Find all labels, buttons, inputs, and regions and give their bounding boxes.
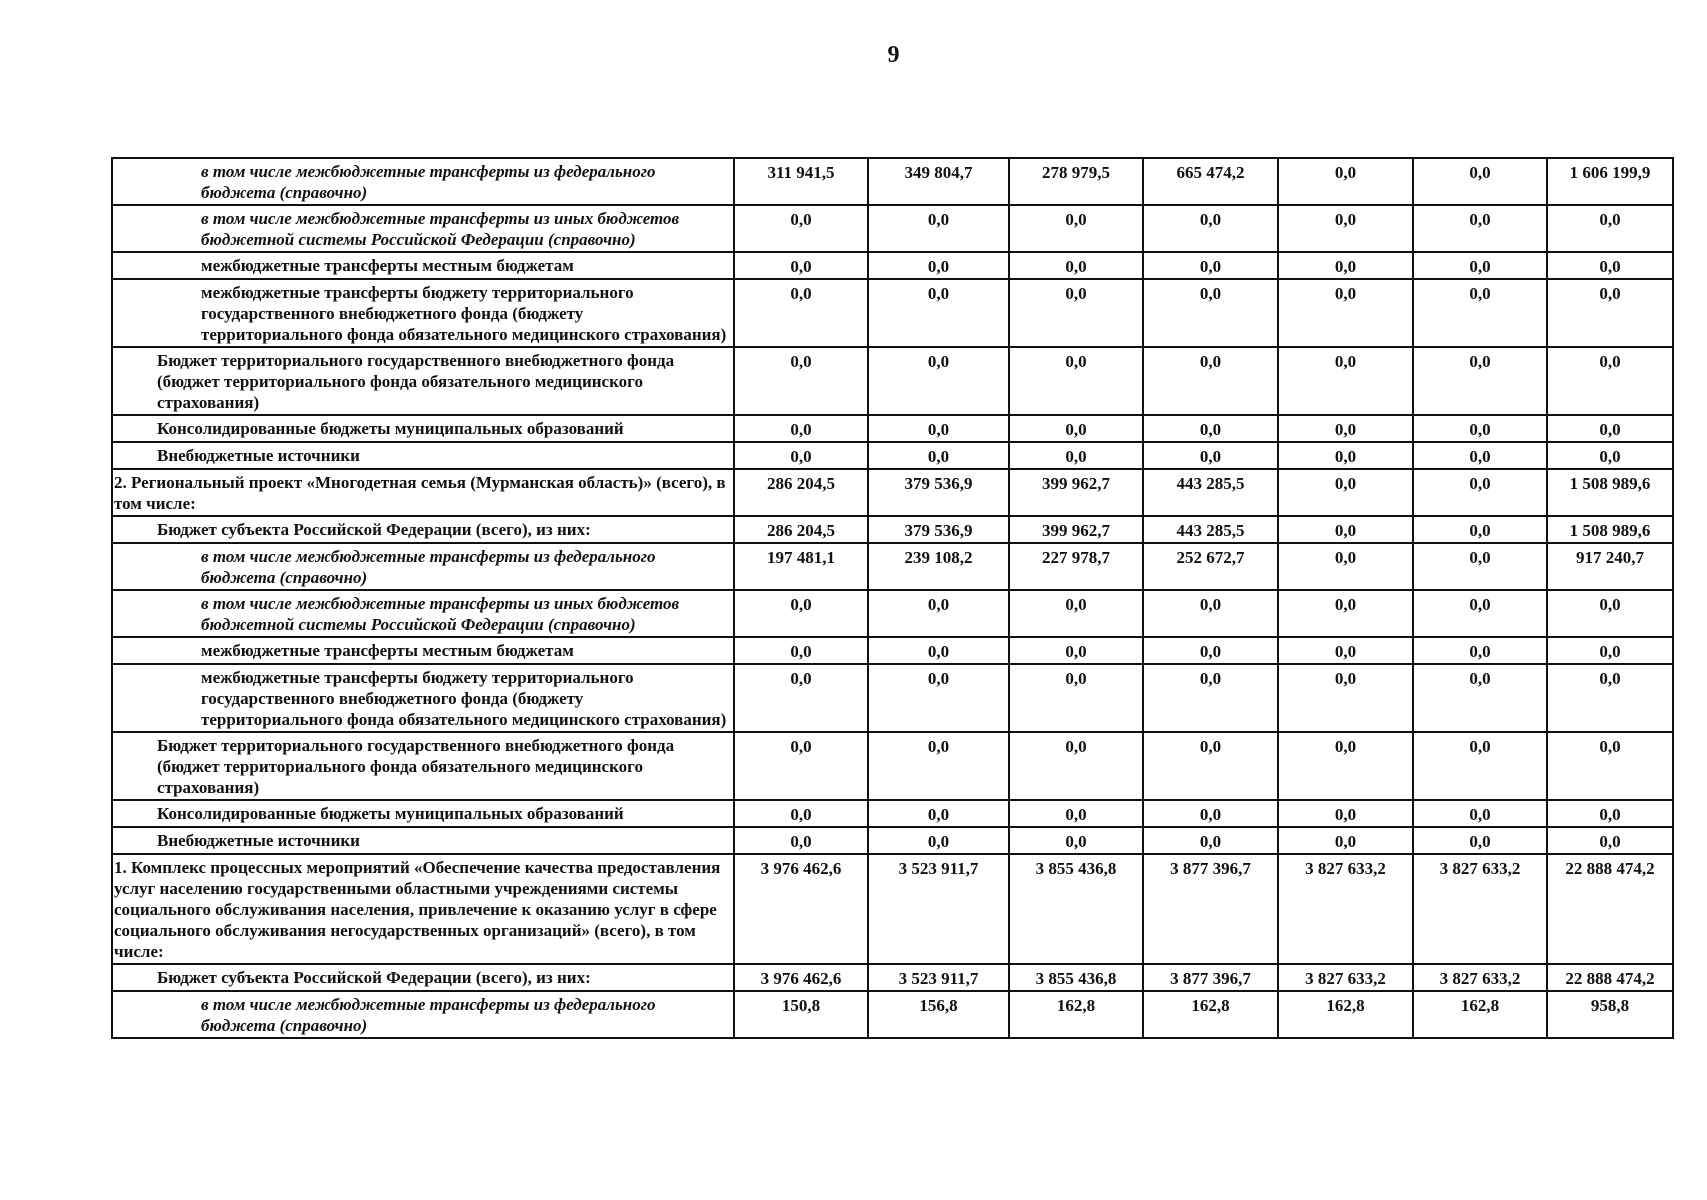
value-cell: 0,0 [1413, 415, 1547, 442]
value-cell: 0,0 [1413, 664, 1547, 732]
value-cell: 0,0 [1009, 800, 1143, 827]
value-cell: 0,0 [1547, 637, 1673, 664]
table-row [112, 854, 1673, 964]
value-cell: 0,0 [1009, 827, 1143, 854]
row-label: Внебюджетные источники [112, 827, 734, 854]
value-cell: 156,8 [868, 991, 1009, 1038]
value-cell: 0,0 [1547, 732, 1673, 800]
value-cell: 0,0 [1278, 827, 1413, 854]
value-cell: 0,0 [1547, 664, 1673, 732]
table-row [112, 991, 1673, 1038]
value-cell: 0,0 [1009, 637, 1143, 664]
value-cell: 0,0 [734, 827, 868, 854]
value-cell: 0,0 [1009, 252, 1143, 279]
value-cell: 278 979,5 [1009, 158, 1143, 205]
value-cell: 0,0 [1278, 732, 1413, 800]
value-cell: 3 855 436,8 [1009, 854, 1143, 964]
value-cell: 0,0 [1143, 664, 1278, 732]
value-cell: 399 962,7 [1009, 469, 1143, 516]
value-cell: 0,0 [868, 732, 1009, 800]
value-cell: 0,0 [734, 252, 868, 279]
row-label: Бюджет субъекта Российской Федерации (всего), из них: [112, 516, 734, 543]
value-cell: 0,0 [1278, 590, 1413, 637]
value-cell: 0,0 [1278, 800, 1413, 827]
row-label: Бюджет территориального государственного внебюджетного фонда (бюджет территориального фонда обязательного медицинского страхования) [112, 347, 734, 415]
value-cell: 0,0 [1413, 469, 1547, 516]
value-cell: 0,0 [868, 664, 1009, 732]
value-cell: 3 855 436,8 [1009, 964, 1143, 991]
value-cell: 0,0 [868, 347, 1009, 415]
value-cell: 0,0 [1009, 415, 1143, 442]
value-cell: 0,0 [1278, 442, 1413, 469]
value-cell: 0,0 [1413, 347, 1547, 415]
value-cell: 0,0 [1547, 415, 1673, 442]
value-cell: 0,0 [868, 442, 1009, 469]
value-cell: 0,0 [868, 279, 1009, 347]
value-cell: 0,0 [1143, 637, 1278, 664]
value-cell: 0,0 [1278, 252, 1413, 279]
value-cell: 3 877 396,7 [1143, 964, 1278, 991]
value-cell: 917 240,7 [1547, 543, 1673, 590]
value-cell: 0,0 [1413, 442, 1547, 469]
value-cell: 0,0 [734, 442, 868, 469]
value-cell: 1 606 199,9 [1547, 158, 1673, 205]
row-label: межбюджетные трансферты бюджету территориального государственного внебюджетного фонда (бюджету территориального фонда обязательного медицинского страхования) [112, 279, 734, 347]
value-cell: 0,0 [734, 637, 868, 664]
value-cell: 0,0 [1009, 279, 1143, 347]
row-label: в том числе межбюджетные трансферты из федерального бюджета (справочно) [112, 543, 734, 590]
value-cell: 0,0 [1143, 800, 1278, 827]
value-cell: 0,0 [1413, 279, 1547, 347]
value-cell: 0,0 [734, 279, 868, 347]
value-cell: 349 804,7 [868, 158, 1009, 205]
value-cell: 0,0 [1143, 415, 1278, 442]
value-cell: 227 978,7 [1009, 543, 1143, 590]
row-label: межбюджетные трансферты бюджету территориального государственного внебюджетного фонда (бюджету территориального фонда обязательного медицинского страхования) [112, 664, 734, 732]
value-cell: 0,0 [1278, 347, 1413, 415]
value-cell: 0,0 [1143, 252, 1278, 279]
value-cell: 0,0 [1547, 827, 1673, 854]
value-cell: 0,0 [1413, 158, 1547, 205]
row-label: межбюджетные трансферты местным бюджетам [112, 637, 734, 664]
value-cell: 0,0 [1143, 827, 1278, 854]
value-cell: 3 827 633,2 [1278, 854, 1413, 964]
value-cell: 0,0 [1009, 664, 1143, 732]
row-label: в том числе межбюджетные трансферты из федерального бюджета (справочно) [112, 991, 734, 1038]
value-cell: 0,0 [868, 590, 1009, 637]
value-cell: 0,0 [868, 205, 1009, 252]
page-number: 9 [887, 42, 900, 68]
value-cell: 0,0 [1278, 158, 1413, 205]
value-cell: 0,0 [734, 590, 868, 637]
value-cell: 0,0 [1547, 252, 1673, 279]
value-cell: 22 888 474,2 [1547, 854, 1673, 964]
value-cell: 0,0 [1413, 800, 1547, 827]
value-cell: 399 962,7 [1009, 516, 1143, 543]
value-cell: 0,0 [868, 800, 1009, 827]
value-cell: 0,0 [1278, 279, 1413, 347]
value-cell: 0,0 [1413, 205, 1547, 252]
row-label: межбюджетные трансферты местным бюджетам [112, 252, 734, 279]
table-row [112, 442, 1673, 469]
value-cell: 0,0 [1547, 800, 1673, 827]
value-cell: 0,0 [1547, 347, 1673, 415]
table-row [112, 469, 1673, 516]
value-cell: 0,0 [734, 415, 868, 442]
row-label: Бюджет территориального государственного внебюджетного фонда (бюджет территориального фонда обязательного медицинского страхования) [112, 732, 734, 800]
value-cell: 443 285,5 [1143, 469, 1278, 516]
value-cell: 286 204,5 [734, 469, 868, 516]
value-cell: 0,0 [1278, 664, 1413, 732]
value-cell: 0,0 [1143, 279, 1278, 347]
value-cell: 443 285,5 [1143, 516, 1278, 543]
table-row [112, 158, 1673, 205]
value-cell: 0,0 [868, 252, 1009, 279]
value-cell: 0,0 [1143, 442, 1278, 469]
table-row [112, 279, 1673, 347]
value-cell: 665 474,2 [1143, 158, 1278, 205]
value-cell: 958,8 [1547, 991, 1673, 1038]
row-label: Внебюджетные источники [112, 442, 734, 469]
value-cell: 22 888 474,2 [1547, 964, 1673, 991]
value-cell: 0,0 [1413, 590, 1547, 637]
value-cell: 0,0 [868, 827, 1009, 854]
value-cell: 379 536,9 [868, 516, 1009, 543]
table-row [112, 800, 1673, 827]
row-label: в том числе межбюджетные трансферты из федерального бюджета (справочно) [112, 158, 734, 205]
table-row [112, 637, 1673, 664]
value-cell: 0,0 [1143, 732, 1278, 800]
table-row [112, 205, 1673, 252]
table-row [112, 964, 1673, 991]
value-cell: 379 536,9 [868, 469, 1009, 516]
value-cell: 0,0 [1413, 827, 1547, 854]
value-cell: 0,0 [1547, 279, 1673, 347]
value-cell: 0,0 [734, 800, 868, 827]
budget-table-body [112, 158, 1673, 1038]
value-cell: 239 108,2 [868, 543, 1009, 590]
table-row [112, 347, 1673, 415]
value-cell: 0,0 [1413, 732, 1547, 800]
value-cell: 3 827 633,2 [1413, 964, 1547, 991]
value-cell: 0,0 [1009, 347, 1143, 415]
value-cell: 197 481,1 [734, 543, 868, 590]
row-label: 1. Комплекс процессных мероприятий «Обеспечение качества предоставления услуг населению государственными областными учреждениями системы социального обслуживания населения, привлечение к оказанию услуг в сфере социального обслуживания негосударственных организаций» (всего), в том числе: [112, 854, 734, 964]
value-cell: 0,0 [1547, 442, 1673, 469]
table-row [112, 543, 1673, 590]
value-cell: 1 508 989,6 [1547, 516, 1673, 543]
value-cell: 3 523 911,7 [868, 964, 1009, 991]
value-cell: 0,0 [734, 732, 868, 800]
value-cell: 0,0 [1278, 205, 1413, 252]
value-cell: 0,0 [1009, 205, 1143, 252]
value-cell: 162,8 [1143, 991, 1278, 1038]
row-label: Консолидированные бюджеты муниципальных образований [112, 800, 734, 827]
value-cell: 0,0 [1278, 516, 1413, 543]
value-cell: 162,8 [1278, 991, 1413, 1038]
row-label: в том числе межбюджетные трансферты из иных бюджетов бюджетной системы Российской Федерации (справочно) [112, 590, 734, 637]
table-row [112, 590, 1673, 637]
table-row [112, 516, 1673, 543]
value-cell: 0,0 [1547, 590, 1673, 637]
value-cell: 0,0 [734, 347, 868, 415]
value-cell: 0,0 [1547, 205, 1673, 252]
row-label: Бюджет субъекта Российской Федерации (всего), из них: [112, 964, 734, 991]
table-row [112, 664, 1673, 732]
budget-table-container [111, 157, 1672, 1039]
value-cell: 0,0 [1143, 590, 1278, 637]
table-row [112, 252, 1673, 279]
value-cell: 0,0 [1413, 637, 1547, 664]
value-cell: 3 877 396,7 [1143, 854, 1278, 964]
row-label: в том числе межбюджетные трансферты из иных бюджетов бюджетной системы Российской Федерации (справочно) [112, 205, 734, 252]
value-cell: 3 827 633,2 [1278, 964, 1413, 991]
value-cell: 0,0 [1143, 205, 1278, 252]
table-row [112, 732, 1673, 800]
value-cell: 0,0 [1009, 732, 1143, 800]
table-row [112, 415, 1673, 442]
value-cell: 0,0 [1278, 415, 1413, 442]
value-cell: 0,0 [1143, 347, 1278, 415]
value-cell: 0,0 [868, 415, 1009, 442]
table-row [112, 827, 1673, 854]
value-cell: 286 204,5 [734, 516, 868, 543]
value-cell: 0,0 [868, 637, 1009, 664]
value-cell: 3 827 633,2 [1413, 854, 1547, 964]
value-cell: 0,0 [1009, 590, 1143, 637]
value-cell: 0,0 [1413, 543, 1547, 590]
value-cell: 1 508 989,6 [1547, 469, 1673, 516]
value-cell: 3 523 911,7 [868, 854, 1009, 964]
value-cell: 0,0 [1278, 543, 1413, 590]
value-cell: 150,8 [734, 991, 868, 1038]
value-cell: 0,0 [734, 664, 868, 732]
value-cell: 162,8 [1009, 991, 1143, 1038]
value-cell: 0,0 [1413, 516, 1547, 543]
value-cell: 3 976 462,6 [734, 964, 868, 991]
value-cell: 252 672,7 [1143, 543, 1278, 590]
value-cell: 311 941,5 [734, 158, 868, 205]
value-cell: 0,0 [1413, 252, 1547, 279]
value-cell: 3 976 462,6 [734, 854, 868, 964]
value-cell: 0,0 [734, 205, 868, 252]
value-cell: 162,8 [1413, 991, 1547, 1038]
value-cell: 0,0 [1278, 637, 1413, 664]
row-label: Консолидированные бюджеты муниципальных образований [112, 415, 734, 442]
value-cell: 0,0 [1009, 442, 1143, 469]
value-cell: 0,0 [1278, 469, 1413, 516]
budget-table [111, 157, 1674, 1039]
row-label: 2. Региональный проект «Многодетная семья (Мурманская область)» (всего), в том числе: [112, 469, 734, 516]
